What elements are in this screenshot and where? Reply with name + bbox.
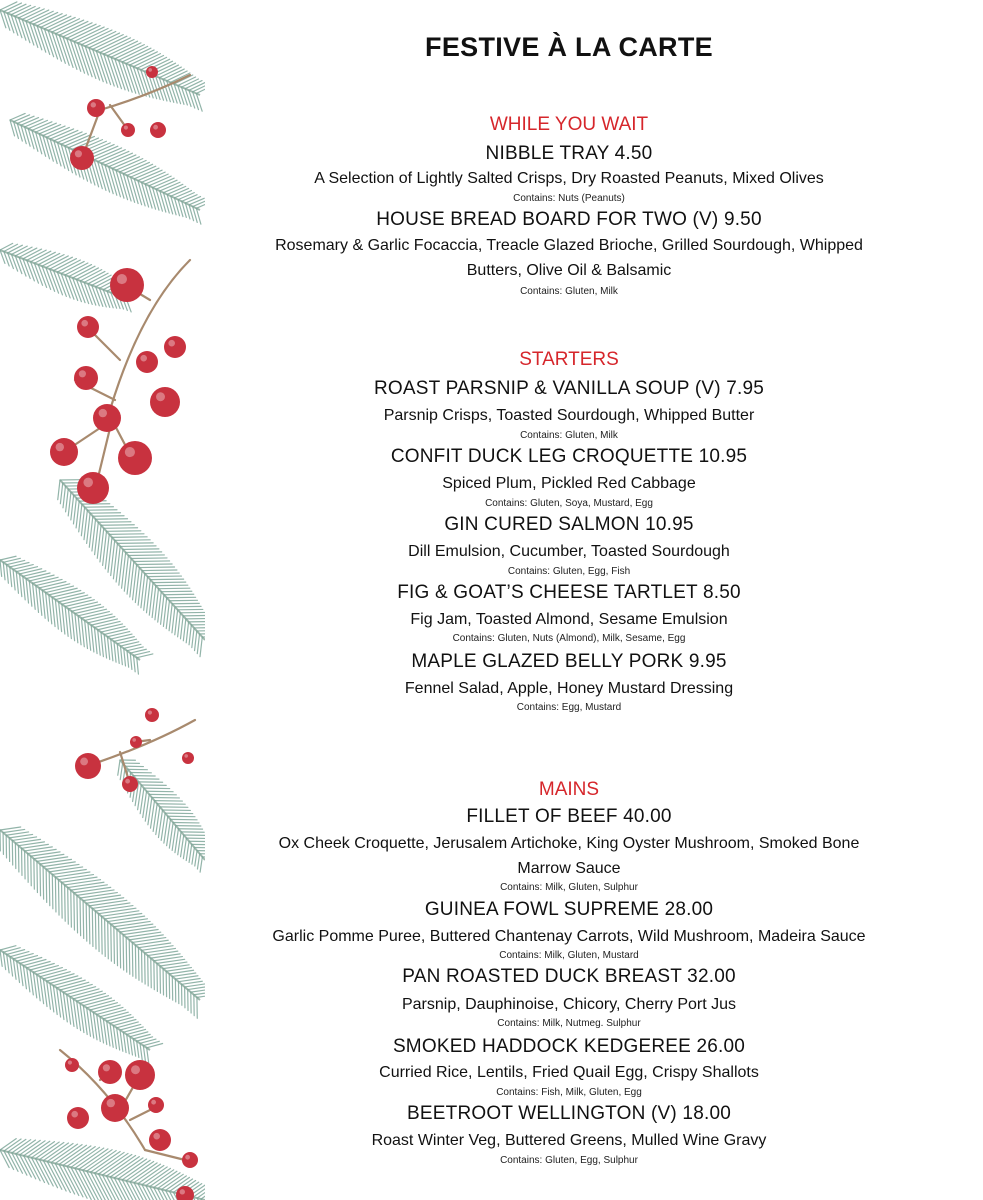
- berry: [125, 1060, 155, 1090]
- dish-description: Fig Jam, Toasted Almond, Sesame Emulsion: [410, 611, 728, 628]
- section-heading-mains: MAINS: [538, 779, 600, 800]
- dish-description-line: Butters, Olive Oil & Balsamic: [466, 262, 672, 279]
- berry: [50, 438, 78, 466]
- berry: [67, 1107, 89, 1129]
- berry: [70, 146, 94, 170]
- berry: [118, 441, 152, 475]
- berry: [146, 66, 158, 78]
- dish-description-line: Rosemary & Garlic Focaccia, Treacle Glazed Brioche, Grilled Sourdough, Whipped: [275, 237, 863, 254]
- berry: [75, 753, 101, 779]
- menu-title: FESTIVE À LA CARTE: [425, 32, 713, 62]
- dish-allergens: Contains: Milk, Nutmeg. Sulphur: [497, 1018, 641, 1029]
- berry: [145, 708, 159, 722]
- berry: [136, 351, 158, 373]
- menu-page: [215, 0, 923, 1200]
- dish-description: Parsnip, Dauphinoise, Chicory, Cherry Port Jus: [401, 996, 737, 1013]
- dish-description: Garlic Pomme Puree, Buttered Chantenay Carrots, Wild Mushroom, Madeira Sauce: [272, 928, 866, 945]
- dish-allergens: Contains: Fish, Milk, Gluten, Egg: [496, 1087, 642, 1098]
- dish-allergens: Contains: Egg, Mustard: [516, 702, 622, 713]
- berry: [77, 316, 99, 338]
- berry: [164, 336, 186, 358]
- dish-allergens: Contains: Gluten, Nuts (Almond), Milk, Sesame, Egg: [452, 633, 686, 644]
- berry: [182, 1152, 198, 1168]
- dish-allergens: Contains: Nuts (Peanuts): [513, 193, 625, 204]
- dish-allergens: Contains: Milk, Gluten, Sulphur: [500, 882, 638, 893]
- dish-name: MAPLE GLAZED BELLY PORK 9.95: [411, 651, 727, 672]
- dish-name: GIN CURED SALMON 10.95: [444, 514, 694, 535]
- dish-name: NIBBLE TRAY 4.50: [485, 143, 653, 164]
- dish-description: A Selection of Lightly Salted Crisps, Dry Roasted Peanuts, Mixed Olives: [314, 170, 824, 187]
- berry: [98, 1060, 122, 1084]
- dish-description: Dill Emulsion, Cucumber, Toasted Sourdough: [408, 543, 730, 560]
- dish-name: BEETROOT WELLINGTON (V) 18.00: [407, 1103, 731, 1124]
- berry: [87, 99, 105, 117]
- dish-description: Spiced Plum, Pickled Red Cabbage: [442, 475, 696, 492]
- berry: [74, 366, 98, 390]
- dish-description: Curried Rice, Lentils, Fried Quail Egg, Crispy Shallots: [379, 1064, 759, 1081]
- dish-name: SMOKED HADDOCK KEDGEREE 26.00: [392, 1036, 746, 1057]
- berry: [182, 752, 194, 764]
- berry: [65, 1058, 79, 1072]
- dish-description-line: Marrow Sauce: [517, 860, 621, 877]
- dish-name: FILLET OF BEEF 40.00: [466, 806, 672, 827]
- dish-allergens: Contains: Gluten, Egg, Fish: [507, 566, 631, 577]
- berry: [122, 776, 138, 792]
- pine-branch: [0, 2, 205, 111]
- dish-name: FIG & GOAT’S CHEESE TARTLET 8.50: [397, 582, 741, 603]
- section-heading-starters: STARTERS: [519, 349, 619, 370]
- dish-name: ROAST PARSNIP & VANILLA SOUP (V) 7.95: [373, 378, 765, 399]
- berry: [149, 1129, 171, 1151]
- dish-name: GUINEA FOWL SUPREME 28.00: [424, 899, 714, 920]
- dish-name: PAN ROASTED DUCK BREAST 32.00: [402, 966, 736, 987]
- pine-branch-berries-illustration: [0, 0, 205, 1200]
- dish-description: Roast Winter Veg, Buttered Greens, Mulled Wine Gravy: [371, 1132, 767, 1149]
- dish-allergens: Contains: Gluten, Soya, Mustard, Egg: [485, 498, 653, 509]
- berry: [130, 736, 142, 748]
- dish-allergens: Contains: Gluten, Egg, Sulphur: [500, 1155, 638, 1166]
- dish-description-line: Ox Cheek Croquette, Jerusalem Artichoke, King Oyster Mushroom, Smoked Bone: [278, 835, 860, 852]
- pine-branch: [0, 827, 205, 1018]
- pine-branch: [0, 1139, 205, 1200]
- dish-allergens: Contains: Milk, Gluten, Mustard: [499, 950, 639, 961]
- berry: [148, 1097, 164, 1113]
- berry: [93, 404, 121, 432]
- berry-stem: [145, 1150, 185, 1160]
- berry: [101, 1094, 129, 1122]
- section-heading-while-you-wait: WHILE YOU WAIT: [489, 114, 649, 135]
- dish-description: Parsnip Crisps, Toasted Sourdough, Whipped Butter: [383, 407, 755, 424]
- dish-name: CONFIT DUCK LEG CROQUETTE 10.95: [390, 446, 748, 467]
- berry: [150, 387, 180, 417]
- dish-allergens: Contains: Gluten, Milk: [520, 430, 618, 441]
- dish-name: HOUSE BREAD BOARD FOR TWO (V) 9.50: [376, 209, 762, 230]
- berry: [110, 268, 144, 302]
- pine-branch: [10, 113, 205, 224]
- berry: [121, 123, 135, 137]
- dish-description: Fennel Salad, Apple, Honey Mustard Dressing: [404, 680, 734, 697]
- berry: [150, 122, 166, 138]
- berry: [77, 472, 109, 504]
- berry-stem: [90, 720, 195, 765]
- dish-allergens: Contains: Gluten, Milk: [520, 286, 618, 297]
